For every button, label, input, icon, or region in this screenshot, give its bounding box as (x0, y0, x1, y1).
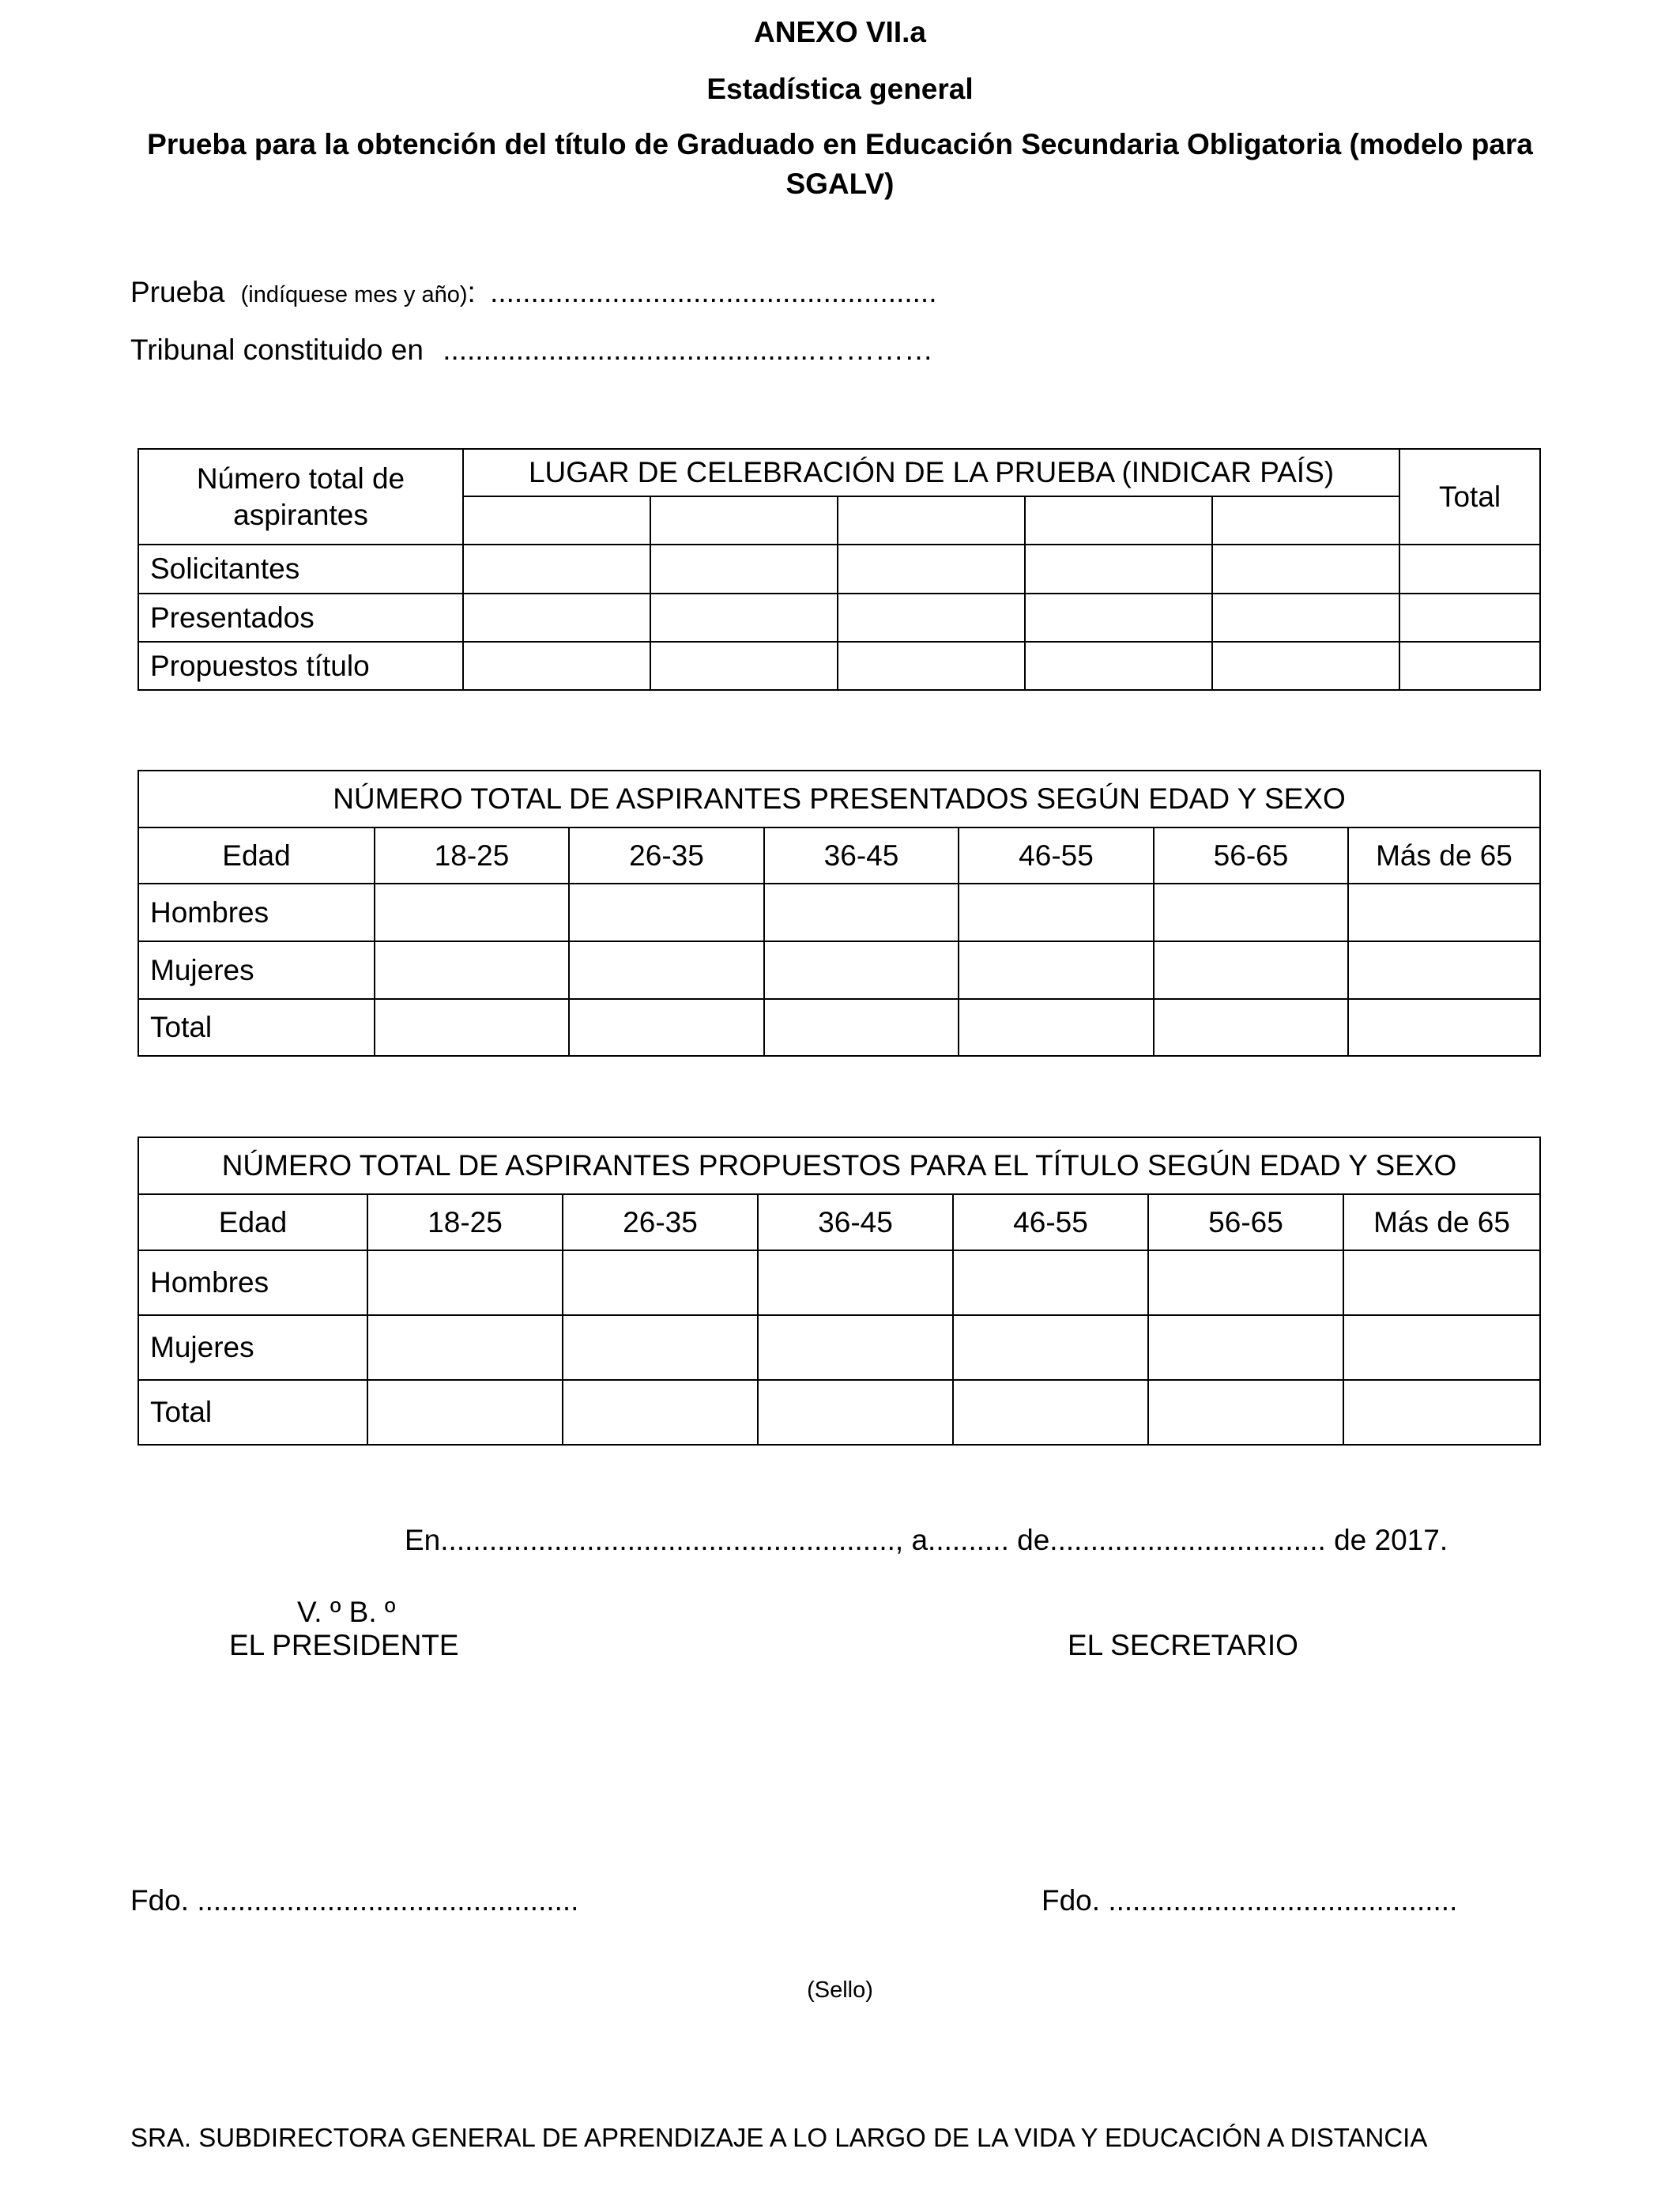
president-label: EL PRESIDENTE (229, 1629, 459, 1661)
row-label-propuestos: Propuestos título (138, 642, 463, 690)
data-cell[interactable] (764, 884, 959, 941)
prueba-colon: : (467, 276, 476, 308)
prueba-dots[interactable]: ....................................................... (490, 276, 937, 308)
data-cell[interactable] (953, 1315, 1148, 1380)
row-label-total: Total (138, 1380, 367, 1445)
data-cell[interactable] (838, 545, 1025, 594)
place-input-cell[interactable] (1025, 496, 1212, 545)
data-cell[interactable] (1154, 941, 1348, 999)
data-cell[interactable] (1343, 1315, 1540, 1380)
tribunal-dots[interactable]: ..............................................………… (443, 334, 934, 366)
secretary-label: EL SECRETARIO (1068, 1629, 1298, 1661)
presented-table (137, 770, 1541, 1057)
prueba-hint: (indíquese mes y año) (240, 282, 468, 307)
data-cell[interactable] (1212, 545, 1399, 594)
data-cell[interactable] (569, 941, 764, 999)
data-cell[interactable] (1212, 594, 1399, 642)
data-cell[interactable] (1348, 999, 1540, 1056)
places-table (137, 448, 1541, 691)
data-cell[interactable] (1148, 1250, 1343, 1315)
prueba-field (130, 276, 936, 309)
addressee-footer: SRA. SUBDIRECTORA GENERAL DE APRENDIZAJE A LO LARGO DE LA VIDA Y EDUCACIÓN A DISTANCIA (130, 2123, 1428, 2152)
col-header: Más de 65 (1343, 1194, 1540, 1250)
place-input-cell[interactable] (650, 496, 838, 545)
data-cell[interactable] (569, 999, 764, 1056)
row-label-total: Total (138, 999, 375, 1056)
col-header: 46-55 (953, 1194, 1148, 1250)
vobo-label: V. º B. º (297, 1596, 396, 1628)
seal-label: (Sello) (807, 1977, 873, 2003)
data-cell[interactable] (959, 884, 1154, 941)
proposed-table-title: NÚMERO TOTAL DE ASPIRANTES PROPUESTOS PARA EL TÍTULO SEGÚN EDAD Y SEXO (138, 1137, 1540, 1194)
data-cell[interactable] (764, 999, 959, 1056)
data-cell[interactable] (1148, 1380, 1343, 1445)
col-header: 36-45 (764, 827, 959, 884)
tribunal-label: Tribunal constituido en (130, 334, 424, 366)
col-header: 18-25 (375, 827, 569, 884)
data-cell[interactable] (367, 1315, 563, 1380)
col-header: Edad (138, 1194, 367, 1250)
col-header: 56-65 (1148, 1194, 1343, 1250)
row-label-mujeres: Mujeres (138, 1315, 367, 1380)
data-cell[interactable] (463, 642, 650, 690)
place-header-cell: LUGAR DE CELEBRACIÓN DE LA PRUEBA (INDICAR PAÍS) (463, 449, 1399, 496)
data-cell[interactable] (1025, 642, 1212, 690)
row-label-mujeres: Mujeres (138, 941, 375, 999)
data-cell[interactable] (569, 884, 764, 941)
data-cell[interactable] (1212, 642, 1399, 690)
data-cell[interactable] (367, 1250, 563, 1315)
presented-table-title: NÚMERO TOTAL DE ASPIRANTES PRESENTADOS SEGÚN EDAD Y SEXO (138, 771, 1540, 827)
place-input-cell[interactable] (463, 496, 650, 545)
document-subtitle: Estadística general (706, 73, 974, 105)
data-cell[interactable] (375, 884, 569, 941)
data-cell[interactable] (650, 545, 838, 594)
data-cell[interactable] (758, 1315, 953, 1380)
data-cell[interactable] (1399, 642, 1540, 690)
row-label-solicitantes: Solicitantes (138, 545, 463, 594)
date-line[interactable]: En........................................................, a.......... de.................................. de 2017. (405, 1524, 1448, 1556)
data-cell[interactable] (463, 594, 650, 642)
place-input-cell[interactable] (838, 496, 1025, 545)
row-label-hombres: Hombres (138, 884, 375, 941)
secretary-signature-line[interactable]: Fdo. ........................................... (1042, 1884, 1458, 1917)
data-cell[interactable] (1154, 999, 1348, 1056)
data-cell[interactable] (1348, 884, 1540, 941)
proposed-table (137, 1137, 1541, 1446)
data-cell[interactable] (367, 1380, 563, 1445)
col-header: Más de 65 (1348, 827, 1540, 884)
data-cell[interactable] (1025, 545, 1212, 594)
data-cell[interactable] (1025, 594, 1212, 642)
data-cell[interactable] (838, 594, 1025, 642)
data-cell[interactable] (764, 941, 959, 999)
document-title: Prueba para la obtención del título de Graduado en Educación Secundaria Obligatoria (modelo para SGALV) (147, 128, 1533, 200)
col-header: 26-35 (563, 1194, 758, 1250)
data-cell[interactable] (959, 941, 1154, 999)
col-header: 36-45 (758, 1194, 953, 1250)
col-header: 26-35 (569, 827, 764, 884)
data-cell[interactable] (1154, 884, 1348, 941)
data-cell[interactable] (1399, 594, 1540, 642)
data-cell[interactable] (953, 1250, 1148, 1315)
data-cell[interactable] (650, 594, 838, 642)
data-cell[interactable] (959, 999, 1154, 1056)
data-cell[interactable] (758, 1380, 953, 1445)
data-cell[interactable] (563, 1250, 758, 1315)
data-cell[interactable] (1348, 941, 1540, 999)
row-label-presentados: Presentados (138, 594, 463, 642)
row-header-cell: Número total de aspirantes (138, 449, 463, 545)
data-cell[interactable] (375, 941, 569, 999)
data-cell[interactable] (953, 1380, 1148, 1445)
col-header: 18-25 (367, 1194, 563, 1250)
data-cell[interactable] (650, 642, 838, 690)
president-signature-line[interactable]: Fdo. ............................................... (130, 1884, 579, 1917)
place-input-cell[interactable] (1212, 496, 1399, 545)
prueba-label: Prueba (130, 276, 225, 308)
data-cell[interactable] (1343, 1380, 1540, 1445)
row-label-hombres: Hombres (138, 1250, 367, 1315)
data-cell[interactable] (463, 545, 650, 594)
col-header: Edad (138, 827, 375, 884)
data-cell[interactable] (1399, 545, 1540, 594)
data-cell[interactable] (1343, 1250, 1540, 1315)
data-cell[interactable] (563, 1315, 758, 1380)
data-cell[interactable] (838, 642, 1025, 690)
data-cell[interactable] (1148, 1315, 1343, 1380)
annex-title: ANEXO VII.a (754, 16, 926, 48)
total-header-cell: Total (1399, 449, 1540, 545)
tribunal-field (130, 334, 933, 367)
data-cell[interactable] (375, 999, 569, 1056)
col-header: 46-55 (959, 827, 1154, 884)
data-cell[interactable] (758, 1250, 953, 1315)
data-cell[interactable] (563, 1380, 758, 1445)
col-header: 56-65 (1154, 827, 1348, 884)
